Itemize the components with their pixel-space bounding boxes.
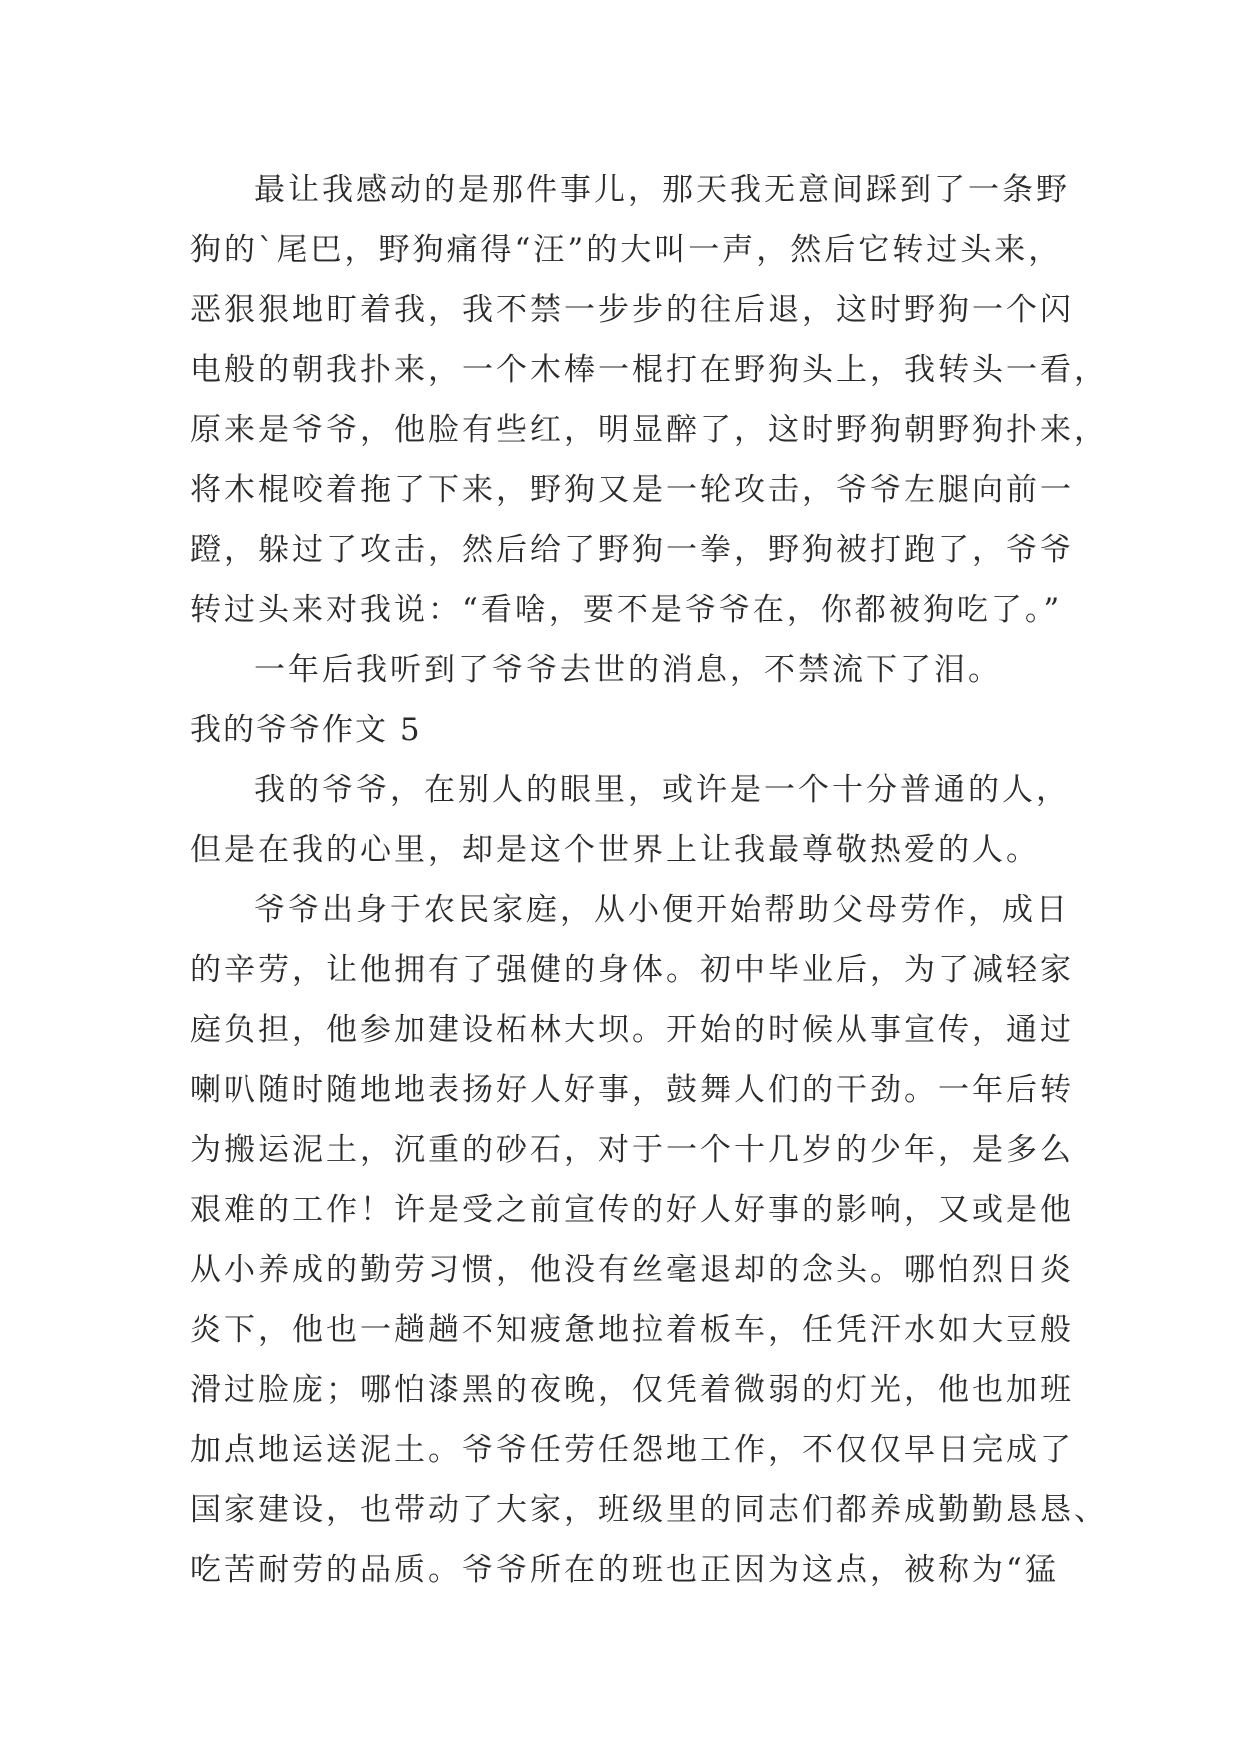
paragraph-line: 炎下，他也一趟趟不知疲惫地拉着板车，任凭汗水如大豆般 — [190, 1312, 1074, 1348]
paragraph-line: 转过头来对我说：“看啥，要不是爷爷在，你都被狗吃了。” — [190, 592, 1063, 628]
paragraph-line: 加点地运送泥土。爷爷任劳任怨地工作，不仅仅早日完成了 — [190, 1432, 1074, 1468]
paragraph-line: 艰难的工作！许是受之前宣传的好人好事的影响，又或是他 — [190, 1192, 1074, 1228]
paragraph-line: 喇叭随时随地地表扬好人好事，鼓舞人们的干劲。一年后转 — [190, 1072, 1074, 1108]
paragraph-line: 原来是爷爷，他脸有些红，明显醉了，这时野狗朝野狗扑来， — [190, 412, 1108, 448]
paragraph-line: 狗的`尾巴，野狗痛得“汪”的大叫一声，然后它转过头来， — [190, 232, 1063, 268]
section-heading: 我的爷爷作文 5 — [190, 712, 422, 748]
paragraph-line: 庭负担，他参加建设柘林大坝。开始的时候从事宣传，通过 — [190, 1012, 1074, 1048]
paragraph-line: 将木棍咬着拖了下来，野狗又是一轮攻击，爷爷左腿向前一 — [190, 472, 1074, 508]
paragraph-line: 吃苦耐劳的品质。爷爷所在的班也正因为这点，被称为“猛 — [190, 1552, 1059, 1588]
paragraph-line: 为搬运泥土，沉重的砂石，对于一个十几岁的少年，是多么 — [190, 1132, 1074, 1168]
paragraph-line: 电般的朝我扑来，一个木棒一棍打在野狗头上，我转头一看， — [190, 352, 1108, 388]
paragraph-line: 爷爷出身于农民家庭，从小便开始帮助父母劳作，成日 — [254, 892, 1070, 928]
paragraph-line: 最让我感动的是那件事儿，那天我无意间踩到了一条野 — [254, 172, 1070, 208]
paragraph-line: 国家建设，也带动了大家，班级里的同志们都养成勤勤恳恳、 — [190, 1492, 1108, 1528]
paragraph-line: 蹬，躲过了攻击，然后给了野狗一拳，野狗被打跑了，爷爷 — [190, 532, 1074, 568]
document-body — [190, 160, 1108, 1600]
paragraph-line: 但是在我的心里，却是这个世界上让我最尊敬热爱的人。 — [190, 832, 1040, 868]
paragraph-line: 恶狠狠地盯着我，我不禁一步步的往后退，这时野狗一个闪 — [190, 292, 1074, 328]
paragraph-line: 的辛劳，让他拥有了强健的身体。初中毕业后，为了减轻家 — [190, 952, 1074, 988]
paragraph-line: 我的爷爷，在别人的眼里，或许是一个十分普通的人， — [254, 772, 1070, 808]
paragraph-line: 滑过脸庞；哪怕漆黑的夜晚，仅凭着微弱的灯光，他也加班 — [190, 1372, 1074, 1408]
paragraph-line: 一年后我听到了爷爷去世的消息，不禁流下了泪。 — [254, 652, 1002, 688]
paragraph-line: 从小养成的勤劳习惯，他没有丝毫退却的念头。哪怕烈日炎 — [190, 1252, 1074, 1288]
